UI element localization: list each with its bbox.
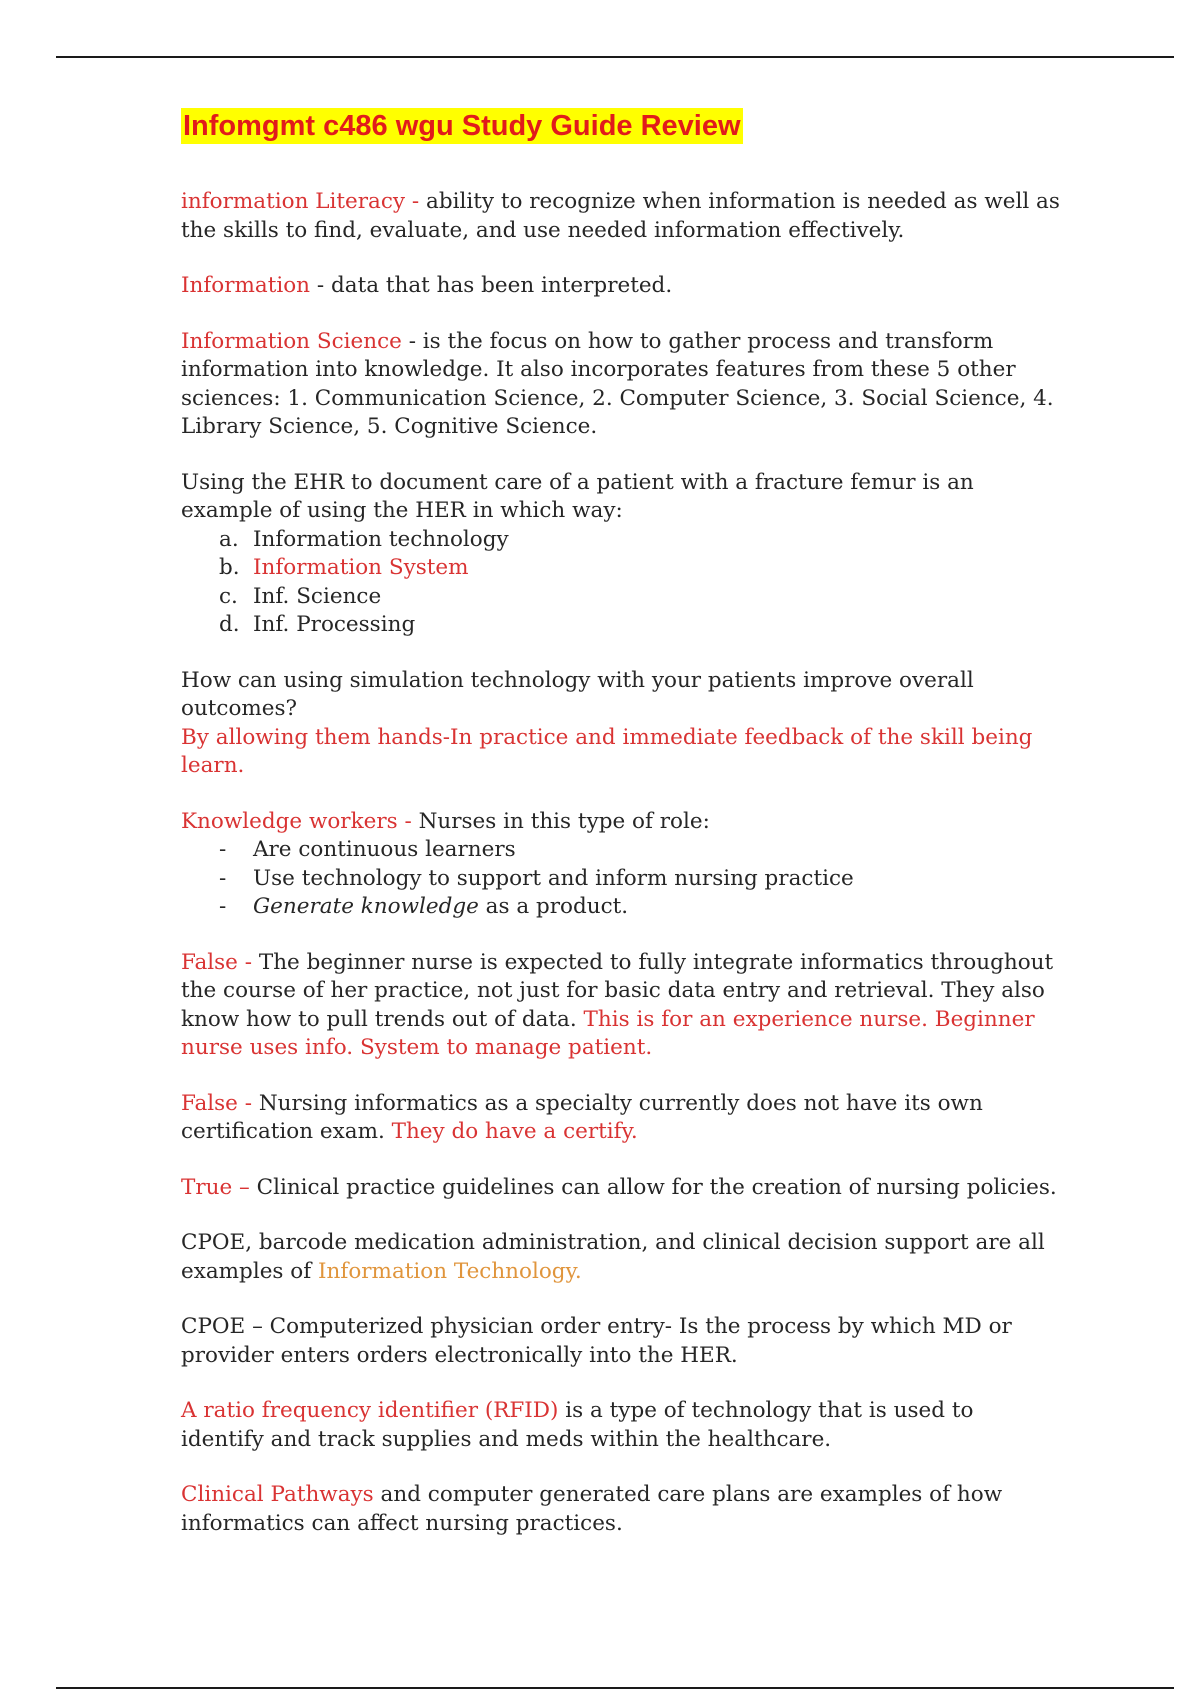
- document-body: [181, 108, 1061, 1565]
- note: They do have a certify.: [391, 1119, 638, 1144]
- term: A ratio frequency identifier (RFID): [181, 1398, 559, 1423]
- option-marker: c.: [219, 583, 238, 609]
- list-item-text: Are continuous learners: [253, 837, 516, 862]
- option-marker: b.: [219, 555, 240, 580]
- option-a: [219, 526, 1061, 555]
- answer: By allowing them hands-In practice and immediate feedback of the skill being learn.: [181, 724, 1033, 778]
- list-item: [219, 836, 1061, 865]
- top-rule: [56, 56, 1174, 58]
- term: Knowledge workers: [181, 808, 398, 834]
- list-item-text: Use technology to support and inform nursing practice: [253, 865, 854, 891]
- bottom-rule: [56, 1687, 1174, 1689]
- definition: and computer generated care plans are examples of how informatics can affect nursing practices.: [181, 1482, 1003, 1536]
- list-item: [219, 865, 1061, 894]
- entry-false-beginner-nurse: [181, 949, 1061, 1063]
- bullet-dash: -: [219, 894, 227, 919]
- separator: -: [237, 949, 259, 975]
- document-title: Infomgmt c486 wgu Study Guide Review: [183, 110, 741, 142]
- definition: Nurses in this type of role:: [418, 808, 710, 834]
- entry-information-literacy: [181, 188, 1061, 245]
- entry-simulation: [181, 667, 1061, 781]
- bullet-dash: -: [219, 865, 227, 891]
- option-text: Inf. Processing: [253, 612, 416, 637]
- definition: Clinical practice guidelines can allow for the creation of nursing policies.: [256, 1174, 1057, 1200]
- term: False: [181, 949, 238, 975]
- list-item: [219, 893, 1061, 922]
- definition: is a type of technology that is used to identify and track supplies and meds within the healthcare.: [181, 1398, 974, 1452]
- entry-clinical-pathways: [181, 1481, 1061, 1538]
- knowledge-workers-list: [181, 836, 1061, 922]
- term: Information Science: [181, 328, 402, 354]
- option-c: [219, 583, 1061, 612]
- option-text-answer: Information System: [253, 555, 469, 580]
- separator: -: [237, 1090, 259, 1116]
- definition: Nursing informatics as a specialty currently does not have its own certification exam.: [181, 1090, 983, 1144]
- term: False: [181, 1090, 238, 1116]
- statement: CPOE, barcode medication administration, and clinical decision support are all examples of: [181, 1230, 1045, 1284]
- term: Information: [181, 273, 311, 298]
- answer: Information Technology.: [318, 1258, 582, 1284]
- entry-information-science: [181, 328, 1061, 442]
- term: True: [181, 1174, 233, 1200]
- definition: ability to recognize when information is needed as well as the skills to find, evaluate, and use needed information effectively.: [181, 189, 1060, 243]
- ehr-question: Using the EHR to document care of a patient with a fracture femur is an example of using the HER in which way:: [181, 469, 974, 523]
- note: This is for an experience nurse. Beginner nurse uses info. System to manage patient.: [181, 1006, 1035, 1060]
- entry-rfid: [181, 1397, 1061, 1454]
- entry-true-guidelines: [181, 1174, 1061, 1203]
- separator: -: [310, 273, 331, 298]
- separator: -: [405, 189, 426, 214]
- definition: is the focus on how to gather process and transform information into knowledge. It also incorporates features from these 5 other sciences: 1. Communication Science, 2. Computer Science, 3. Social Science, 4. Library Science, 5. Cognitive Science.: [181, 328, 1054, 439]
- option-text: Information technology: [253, 526, 509, 552]
- list-item-emphasis: Generate knowledge: [253, 894, 479, 919]
- separator: –: [232, 1174, 257, 1200]
- entry-knowledge-workers: [181, 808, 1061, 837]
- entry-cpoe-examples: [181, 1229, 1061, 1286]
- entry-false-certification: [181, 1090, 1061, 1147]
- option-b: [219, 554, 1061, 583]
- question: How can using simulation technology with your patients improve overall outcomes?: [181, 667, 974, 721]
- option-marker: d.: [219, 612, 240, 637]
- separator: -: [397, 808, 419, 834]
- definition: data that has been interpreted.: [330, 273, 673, 298]
- term: information Literacy: [181, 189, 406, 214]
- option-d: [219, 611, 1061, 640]
- option-marker: a.: [219, 526, 239, 552]
- bullet-dash: -: [219, 837, 227, 862]
- list-item-text: as a product.: [478, 894, 629, 919]
- ehr-options: [181, 526, 1061, 640]
- option-text: Inf. Science: [253, 583, 382, 609]
- entry-information: [181, 272, 1061, 301]
- entry-cpoe-definition: CPOE – Computerized physician order entry- Is the process by which MD or provider enters orders electronically into the HER.: [181, 1314, 1012, 1368]
- term: Clinical Pathways: [181, 1482, 374, 1507]
- separator: -: [401, 328, 423, 354]
- definition: The beginner nurse is expected to fully integrate informatics throughout the course of her practice, not just for basic data entry and retrieval. They also know how to pull trends out of data.: [181, 949, 1054, 1032]
